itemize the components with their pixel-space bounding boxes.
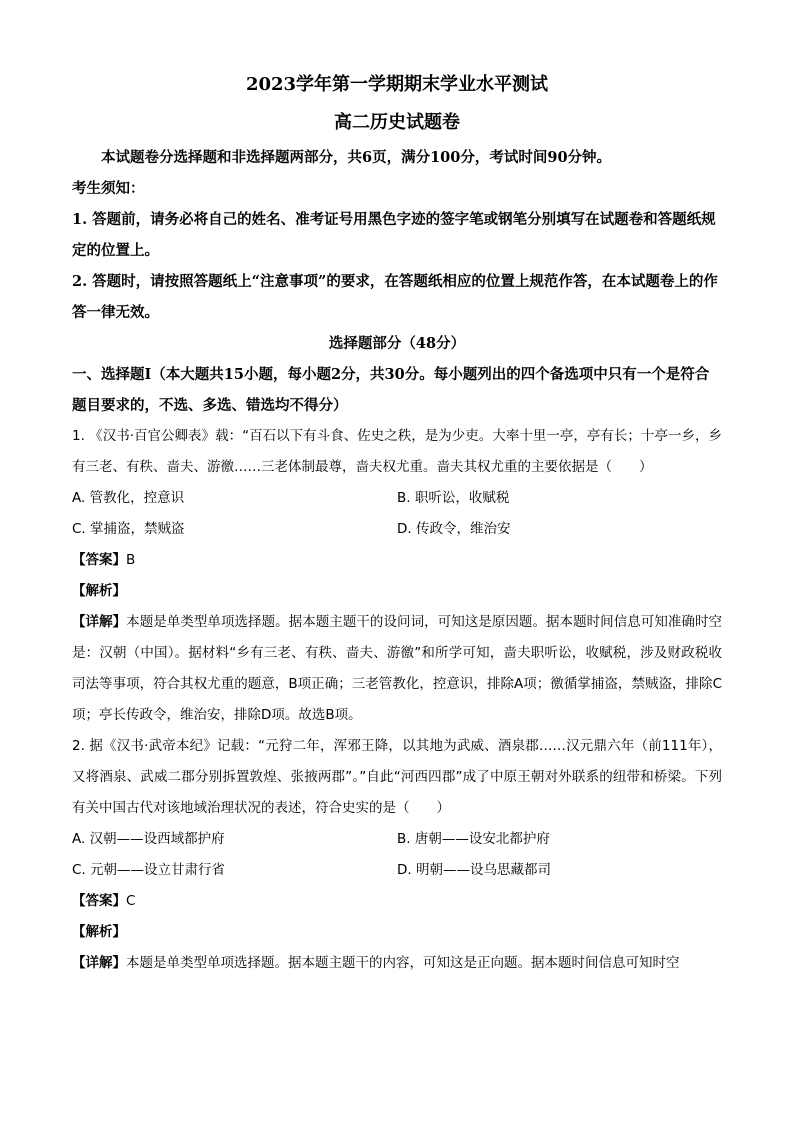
option-c: C. 元朝——设立甘肃行省	[72, 862, 226, 878]
analysis-label: 【解析】	[72, 583, 126, 599]
detail-text: 本题是单类型单项选择题。据本题主题干的设问词，可知这是原因题。据本题时间信息可知准确时空是：汉朝（中国）。据材料“乡有三老、有秩、啬夫、游徼”和所学可知，啬夫职听讼，收赋税，涉及财政税收司法等事项，符合其权尤重的题意，B项正确；三老管教化，控意识，排除A项；徼循掌捕盗，禁贼盗，排除C项；亭长传政令，维治安，排除D项。故选B项。	[72, 614, 723, 723]
exam-summary: 本试题卷分选择题和非选择题两部分，共6页，满分100分，考试时间90分钟。	[101, 149, 612, 166]
part-heading: 一、选择题Ⅰ（本大题共15小题，每小题2分，共30分。每小题列出的四个备选项中只有一个是符合题目要求的，不选、多选、错选均不得分）	[72, 366, 710, 414]
option-a: A. 汉朝——设西域都护府	[72, 831, 225, 847]
option-c: C. 掌捕盗，禁贼盗	[72, 521, 185, 537]
option-b: B. 唐朝——设安北都护府	[397, 831, 550, 847]
analysis-label: 【解析】	[72, 924, 126, 940]
question-options	[72, 483, 722, 545]
option-b: B. 职听讼，收赋税	[397, 490, 510, 506]
notice-heading: 考生须知：	[72, 180, 145, 197]
question-stem: 1. 《汉书·百官公卿表》载：“百石以下有斗食、佐史之秩，是为少吏。大率十里一亭，亭有长；十亭一乡，乡有三老、有秩、啬夫、游徼……三老体制最尊，啬夫权尤重。啬夫其权尤重的主要依据是（ ）	[72, 428, 722, 475]
answer-line	[72, 886, 722, 917]
answer-line	[72, 545, 722, 576]
option-a: A. 管教化，控意识	[72, 490, 185, 506]
answer-label: 【答案】	[72, 552, 126, 568]
question-2	[72, 731, 722, 979]
notice-item-2: 2. 答题时，请按照答题纸上“注意事项”的要求，在答题纸相应的位置上规范作答，在本试题卷上的作答一律无效。	[72, 273, 718, 321]
detail-label: 【详解】	[72, 955, 126, 971]
detail-paragraph	[72, 607, 722, 731]
answer-value: C	[126, 893, 136, 909]
exam-page	[72, 64, 722, 979]
option-d: D. 传政令，维治安	[397, 521, 511, 537]
notice-item-1: 1. 答题前，请务必将自己的姓名、准考证号用黑色字迹的签字笔或钢笔分别填写在试题卷和答题纸规定的位置上。	[72, 211, 716, 259]
option-d: D. 明朝——设乌思藏都司	[397, 862, 551, 878]
detail-paragraph	[72, 948, 722, 979]
detail-label: 【详解】	[72, 614, 127, 630]
question-stem: 2. 据《汉书·武帝本纪》记载：“元狩二年，浑邪王降，以其地为武威、酒泉郡……汉元鼎六年（前111年），又将酒泉、武威二郡分别拆置敦煌、张掖两郡”。”自此“河西四郡”成了中原王朝对外联系的纽带和桥梁。下列有关中国古代对该地域治理状况的表述，符合史实的是（ ）	[72, 738, 722, 816]
page-subtitle: 高二历史试题卷	[334, 112, 460, 133]
question-1	[72, 421, 722, 731]
section-heading: 选择题部分（48分）	[328, 335, 466, 352]
answer-value: B	[126, 552, 136, 568]
question-options	[72, 824, 722, 886]
detail-text: 本题是单类型单项选择题。据本题主题干的内容，可知这是正向题。据本题时间信息可知时空	[126, 955, 680, 971]
answer-label: 【答案】	[72, 893, 126, 909]
page-title: 2023学年第一学期期末学业水平测试	[245, 74, 549, 95]
